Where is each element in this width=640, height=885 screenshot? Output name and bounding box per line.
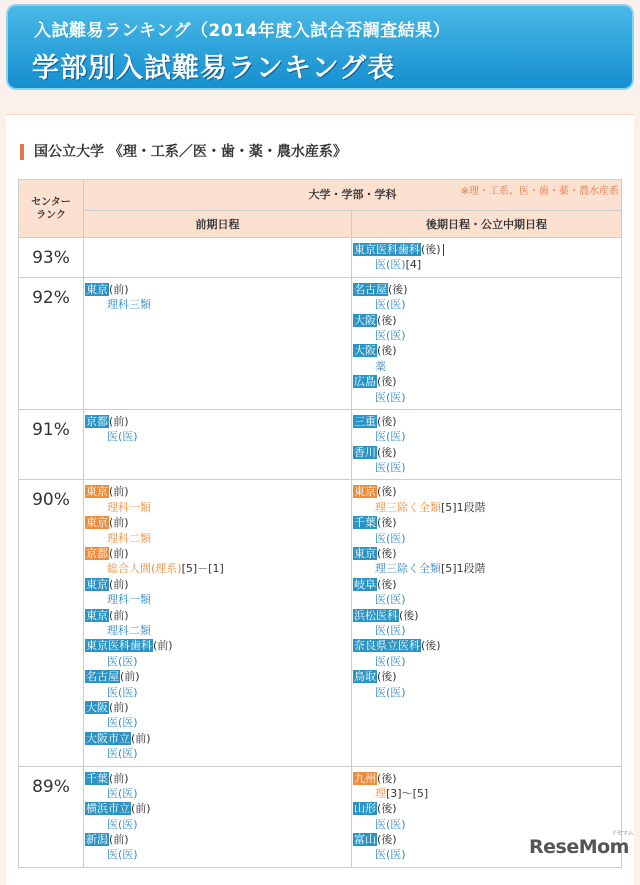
- schedule-suffix: (後): [388, 282, 408, 296]
- front-schedule-header: 前期日程: [84, 211, 352, 238]
- page-title: 学部別入試難易ランキング表: [32, 53, 396, 84]
- entry-line: [353, 592, 620, 607]
- entry-line: [353, 500, 620, 515]
- schedule-suffix: (前): [109, 771, 129, 785]
- back-schedule-cell: [352, 480, 622, 766]
- university-name: 京都: [86, 547, 108, 561]
- entry-line: [85, 715, 350, 730]
- schedule-suffix: (後): [377, 344, 397, 358]
- front-schedule-cell: [84, 238, 352, 278]
- entry-line: [85, 561, 350, 576]
- entry-line: [353, 359, 620, 374]
- entry-line: [85, 786, 350, 801]
- department-name: 医(医): [375, 258, 406, 272]
- exam-subjects: [4]: [405, 258, 422, 272]
- entry-line: [353, 429, 620, 444]
- university-name: 東京医科歯科: [86, 639, 152, 653]
- schedule-suffix: (後): [377, 670, 397, 684]
- schedule-suffix: (後): [377, 802, 397, 816]
- entry-line: [85, 847, 350, 862]
- university-name: 大阪: [354, 344, 376, 358]
- entry-line: [353, 669, 620, 684]
- university-name: 京都: [86, 414, 108, 428]
- table-row: [19, 409, 622, 480]
- schedule-suffix: (前): [109, 414, 129, 428]
- entry-line: [85, 608, 350, 623]
- university-name: 東京: [86, 577, 108, 591]
- entry-line: [353, 608, 620, 623]
- header-subtitle: 入試難易ランキング（2014年度入試合否調査結果）: [34, 21, 451, 41]
- front-schedule-cell: [84, 277, 352, 409]
- schedule-suffix: (前): [109, 833, 129, 847]
- department-name: 医(医): [375, 817, 406, 831]
- department-name: 医(医): [375, 298, 406, 312]
- entry-line: [85, 817, 350, 832]
- entry-line: [353, 414, 620, 429]
- department-name: 医(医): [375, 685, 406, 699]
- section-title: [20, 141, 347, 161]
- section-marker: [20, 144, 24, 160]
- university-name: 大阪: [86, 700, 108, 714]
- entry-line: [353, 786, 620, 801]
- entry-line: [353, 242, 620, 257]
- entry-line: [353, 771, 620, 786]
- department-name: 医(医): [107, 430, 138, 444]
- department-name: 医(医): [375, 390, 406, 404]
- center-rank-value: 90%: [19, 480, 84, 766]
- department-name: 医(医): [107, 685, 138, 699]
- back-schedule-cell: [352, 238, 622, 278]
- entry-line: [85, 414, 350, 429]
- university-name: 千葉: [86, 771, 108, 785]
- university-name: 東京: [86, 608, 108, 622]
- entry-line: [85, 731, 350, 746]
- department-name: 医(医): [107, 654, 138, 668]
- department-name: 医(医): [375, 593, 406, 607]
- university-name: 横浜市立: [86, 802, 130, 816]
- department-name: 総合人間(理系): [107, 562, 182, 576]
- back-schedule-header: 後期日程・公立中期日程: [352, 211, 622, 238]
- department-name: 医(医): [375, 328, 406, 342]
- schedule-suffix: (前): [109, 547, 129, 561]
- schedule-suffix: (後): [377, 771, 397, 785]
- ranking-table: [18, 179, 622, 868]
- text-cursor: [443, 244, 444, 256]
- university-name: 東京: [86, 485, 108, 499]
- entry-line: [353, 515, 620, 530]
- university-name: 新潟: [86, 833, 108, 847]
- entry-line: [353, 343, 620, 358]
- department-name: 医(医): [375, 848, 406, 862]
- university-name: 三重: [354, 414, 376, 428]
- schedule-suffix: (前): [109, 577, 129, 591]
- university-name: 富山: [354, 833, 376, 847]
- schedule-suffix: (前): [131, 731, 151, 745]
- entry-line: [85, 832, 350, 847]
- university-name: 東京: [354, 485, 376, 499]
- exam-subjects: [5]1段階: [441, 562, 486, 576]
- center-rank-value: 89%: [19, 766, 84, 867]
- front-schedule-cell: [84, 409, 352, 480]
- university-name: 鳥取: [354, 670, 376, 684]
- entry-line: [85, 546, 350, 561]
- entry-line: [353, 561, 620, 576]
- entry-line: [85, 500, 350, 515]
- entry-line: [85, 801, 350, 816]
- department-name: 医(医): [107, 716, 138, 730]
- logo-tag: リセマム: [611, 830, 633, 837]
- university-name: 浜松医科: [354, 608, 398, 622]
- category-note: ※理・工系、医・歯・薬・農水産系: [460, 186, 619, 197]
- entry-line: [353, 623, 620, 638]
- entry-line: [353, 577, 620, 592]
- schedule-suffix: (後): [377, 414, 397, 428]
- university-name: 東京: [86, 282, 108, 296]
- entry-line: [353, 484, 620, 499]
- entry-line: [85, 577, 350, 592]
- resemom-logo: [529, 830, 633, 858]
- center-rank-header: [19, 180, 84, 238]
- section-title-text: 国公立大学 《理・工系／医・歯・薬・農水産系》: [34, 144, 347, 160]
- university-name: 広島: [354, 375, 376, 389]
- schedule-suffix: (前): [109, 516, 129, 530]
- entry-line: [85, 685, 350, 700]
- schedule-suffix: (後): [377, 445, 397, 459]
- schedule-suffix: (後): [399, 608, 419, 622]
- university-name: 奈良県立医科: [354, 639, 420, 653]
- department-name: 医(医): [107, 786, 138, 800]
- exam-subjects: [3]～[5]: [386, 786, 429, 800]
- entry-line: [353, 374, 620, 389]
- schedule-suffix: (後): [377, 516, 397, 530]
- university-name: 東京: [354, 547, 376, 561]
- entry-line: [85, 771, 350, 786]
- university-header: [84, 180, 622, 211]
- department-name: 医(医): [107, 747, 138, 761]
- department-name: 理: [375, 786, 386, 800]
- entry-line: [353, 328, 620, 343]
- schedule-suffix: (後): [377, 485, 397, 499]
- entry-line: [353, 282, 620, 297]
- university-name: 名古屋: [86, 670, 119, 684]
- schedule-suffix: (後): [377, 833, 397, 847]
- center-rank-value: 93%: [19, 238, 84, 278]
- entry-line: [353, 313, 620, 328]
- schedule-suffix: (後): [377, 547, 397, 561]
- department-name: 薬: [375, 359, 386, 373]
- exam-subjects: [5]－[1]: [181, 562, 224, 576]
- entry-line: [353, 654, 620, 669]
- schedule-suffix: (前): [109, 700, 129, 714]
- department-name: 医(医): [107, 848, 138, 862]
- entry-line: [85, 623, 350, 638]
- back-schedule-cell: [352, 409, 622, 480]
- entry-line: [85, 746, 350, 761]
- university-name: 東京医科歯科: [354, 243, 420, 256]
- university-name: 大阪市立: [86, 731, 130, 745]
- schedule-suffix: (前): [109, 608, 129, 622]
- entry-line: [85, 592, 350, 607]
- entry-line: [85, 297, 350, 312]
- front-schedule-cell: [84, 766, 352, 867]
- entry-line: [85, 484, 350, 499]
- entry-line: [353, 445, 620, 460]
- logo-text: ReseMom: [529, 836, 629, 858]
- front-schedule-cell: [84, 480, 352, 766]
- entry-line: [85, 669, 350, 684]
- department-name: 医(医): [375, 531, 406, 545]
- entry-line: [353, 531, 620, 546]
- university-name: 千葉: [354, 516, 376, 530]
- schedule-suffix: (後): [421, 243, 441, 256]
- schedule-suffix: (後): [377, 577, 397, 591]
- entry-line: [353, 685, 620, 700]
- schedule-suffix: (後): [377, 313, 397, 327]
- entry-line: [85, 429, 350, 444]
- university-name: 東京: [86, 516, 108, 530]
- schedule-suffix: (後): [421, 639, 441, 653]
- entry-line: [85, 700, 350, 715]
- table-row: [19, 277, 622, 409]
- department-name: 理科一類: [107, 500, 151, 514]
- entry-line: [85, 654, 350, 669]
- schedule-suffix: (前): [153, 639, 173, 653]
- entry-line: [353, 546, 620, 561]
- entry-line: [85, 638, 350, 653]
- university-name: 九州: [354, 771, 376, 785]
- entry-line: [85, 282, 350, 297]
- university-name: 山形: [354, 802, 376, 816]
- header-banner: [6, 4, 634, 90]
- department-name: 理科三類: [107, 298, 151, 312]
- back-schedule-cell: [352, 277, 622, 409]
- entry-line: [353, 817, 620, 832]
- entry-line: [353, 638, 620, 653]
- university-name: 岐阜: [354, 577, 376, 591]
- department-name: 理科一類: [107, 593, 151, 607]
- entry-line: [353, 257, 620, 272]
- department-name: 理三除く全類: [375, 562, 441, 576]
- department-name: 医(医): [375, 623, 406, 637]
- table-row: [19, 238, 622, 278]
- exam-subjects: [5]1段階: [441, 500, 486, 514]
- entry-line: [353, 297, 620, 312]
- schedule-suffix: (後): [377, 375, 397, 389]
- university-name: 名古屋: [354, 282, 387, 296]
- schedule-suffix: (前): [109, 485, 129, 499]
- schedule-suffix: (前): [131, 802, 151, 816]
- department-name: 医(医): [375, 430, 406, 444]
- department-name: 理三除く全類: [375, 500, 441, 514]
- department-name: 医(医): [375, 461, 406, 475]
- department-name: 理科二類: [107, 531, 151, 545]
- table-row: [19, 480, 622, 766]
- entry-line: [85, 531, 350, 546]
- entry-line: [353, 801, 620, 816]
- center-rank-value: 92%: [19, 277, 84, 409]
- university-name: 大阪: [354, 313, 376, 327]
- content-sheet: [6, 114, 634, 885]
- entry-line: [353, 390, 620, 405]
- entry-line: [353, 460, 620, 475]
- department-name: 医(医): [375, 654, 406, 668]
- schedule-suffix: (前): [109, 282, 129, 296]
- entry-line: [85, 515, 350, 530]
- university-header-text: 大学・学部・学科: [308, 188, 397, 201]
- center-rank-header-text: センター ランク: [31, 196, 71, 221]
- schedule-suffix: (前): [120, 670, 140, 684]
- center-rank-value: 91%: [19, 409, 84, 480]
- department-name: 医(医): [107, 817, 138, 831]
- university-name: 香川: [354, 445, 376, 459]
- department-name: 理科二類: [107, 623, 151, 637]
